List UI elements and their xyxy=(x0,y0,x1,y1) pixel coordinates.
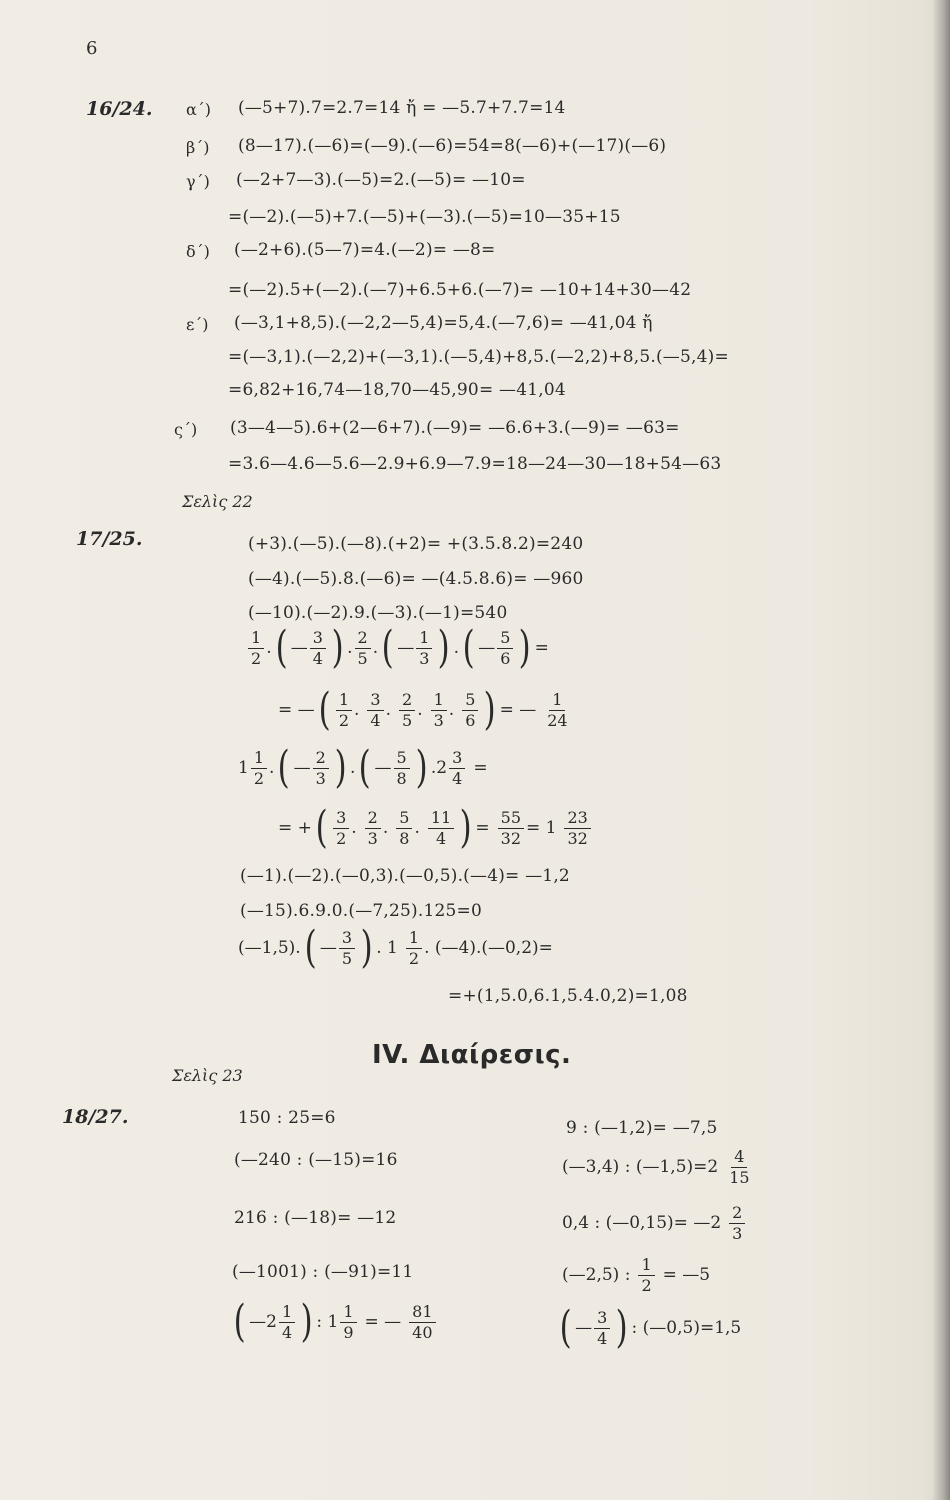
ex17-line-7: = + ( $\frac{3}{2}$ . $\frac{2}{3}$ . $\frac{5}{8}$ . $\frac{11}{4}$ ) = $\frac{55}{32}$ = 1 $\frac{23}{32}$ xyxy=(278,806,593,850)
ex18-left-4: (—1001) : (—91)=11 xyxy=(232,1262,414,1282)
item-label: ε΄) xyxy=(186,315,209,334)
item-label: β΄) xyxy=(186,138,210,157)
ex17-line-2: (—4).(—5).8.(—6)= —(4.5.8.6)= —960 xyxy=(248,569,584,589)
ex16-line: (—2+7—3).(—5)=2.(—5)= —10= xyxy=(236,170,526,190)
ex16-line: =3.6—4.6—5.6—2.9+6.9—7.9=18—24—30—18+54—63 xyxy=(228,454,722,474)
item-label: α΄) xyxy=(186,100,212,119)
ex17-line-11: =+(1,5.0,6.1,5.4.0,2)=1,08 xyxy=(448,986,688,1006)
ex17-line-10: (—1,5). ( — $\frac{3}{5}$ ) . 1 $\frac{1}{2}$ . (—4).(—0,2)= xyxy=(238,922,553,973)
ex17-line-9: (—15).6.9.0.(—7,25).125=0 xyxy=(240,901,482,921)
ex17-line-8: (—1).(—2).(—0,3).(—0,5).(—4)= —1,2 xyxy=(240,866,570,886)
page-ref-23: Σελὶς 23 xyxy=(172,1066,243,1085)
item-label: δ΄) xyxy=(186,242,210,261)
ex16-line: (3—4—5).6+(2—6+7).(—9)= —6.6+3.(—9)= —63= xyxy=(230,418,680,438)
ex17-line-3: (—10).(—2).9.(—3).(—1)=540 xyxy=(248,603,508,623)
ex17-line-6: 1 $\frac{1}{2}$ . ( — $\frac{2}{3}$ ) . ( — $\frac{5}{8}$ ) .2 $\frac{3}{4}$ = xyxy=(238,742,488,793)
page-number: 6 xyxy=(86,38,98,59)
ex18-right-2: (—3,4) : (—1,5)=2 $\frac{4}{15}$ xyxy=(562,1147,750,1187)
ex16-line: (—3,1+8,5).(—2,2—5,4)=5,4.(—7,6)= —41,04 ἤ xyxy=(234,313,653,333)
ex17-line-5: = — ( $\frac{1}{2}$ . $\frac{3}{4}$ . $\frac{2}{5}$ . $\frac{1}{3}$ . $\frac{5}{6}$ ) = — $\frac{1}{24}$ xyxy=(278,684,568,735)
exercise-16-number: 16/24. xyxy=(86,98,153,120)
ex18-left-1: 150 : 25=6 xyxy=(238,1108,336,1128)
section-heading: IV. Διαίρεσις. xyxy=(372,1040,572,1070)
item-label: γ΄) xyxy=(186,172,210,191)
ex16-line: (8—17).(—6)=(—9).(—6)=54=8(—6)+(—17)(—6) xyxy=(238,136,667,156)
ex18-right-1: 9 : (—1,2)= —7,5 xyxy=(566,1118,718,1138)
ex16-line: =(—3,1).(—2,2)+(—3,1).(—5,4)+8,5.(—2,2)+8,5.(—5,4)= xyxy=(228,347,729,367)
ex18-left-5: ( —2 $\frac{1}{4}$ ) : 1 $\frac{1}{9}$ = — $\frac{81}{40}$ xyxy=(230,1300,438,1344)
ex18-right-3: 0,4 : (—0,15)= —2 $\frac{2}{3}$ xyxy=(562,1204,747,1242)
fraction: $\frac{1}{2}$ xyxy=(248,629,264,667)
ex18-right-4: (—2,5) : $\frac{1}{2}$ = —5 xyxy=(562,1255,711,1295)
ex17-line-1: (+3).(—5).(—8).(+2)= +(3.5.8.2)=240 xyxy=(248,534,584,554)
ex16-line: =6,82+16,74—18,70—45,90= —41,04 xyxy=(228,380,566,400)
ex17-line-4: $\frac{1}{2}$ . ( — $\frac{3}{4}$ ) . $\frac{2}{5}$ . ( — $\frac{1}{3}$ ) . ( — $\frac{5}{6}$ ) = xyxy=(246,626,549,670)
ex16-line: (—2+6).(5—7)=4.(—2)= —8= xyxy=(234,240,496,260)
ex18-right-5: ( — $\frac{3}{4}$ ) : (—0,5)=1,5 xyxy=(559,1302,742,1353)
exercise-18-number: 18/27. xyxy=(62,1106,129,1128)
exercise-17-number: 17/25. xyxy=(76,528,143,550)
item-label: ς΄) xyxy=(174,420,198,439)
page-ref-22: Σελὶς 22 xyxy=(182,492,253,511)
ex16-line: =(—2).(—5)+7.(—5)+(—3).(—5)=10—35+15 xyxy=(228,207,621,227)
ex16-line: =(—2).5+(—2).(—7)+6.5+6.(—7)= —10+14+30—42 xyxy=(228,280,692,300)
page-edge-shadow xyxy=(932,0,950,1500)
ex18-left-3: 216 : (—18)= —12 xyxy=(234,1208,397,1228)
ex16-line: (—5+7).7=2.7=14 ἤ = —5.7+7.7=14 xyxy=(238,98,566,118)
ex18-left-2: (—240 : (—15)=16 xyxy=(234,1150,398,1170)
